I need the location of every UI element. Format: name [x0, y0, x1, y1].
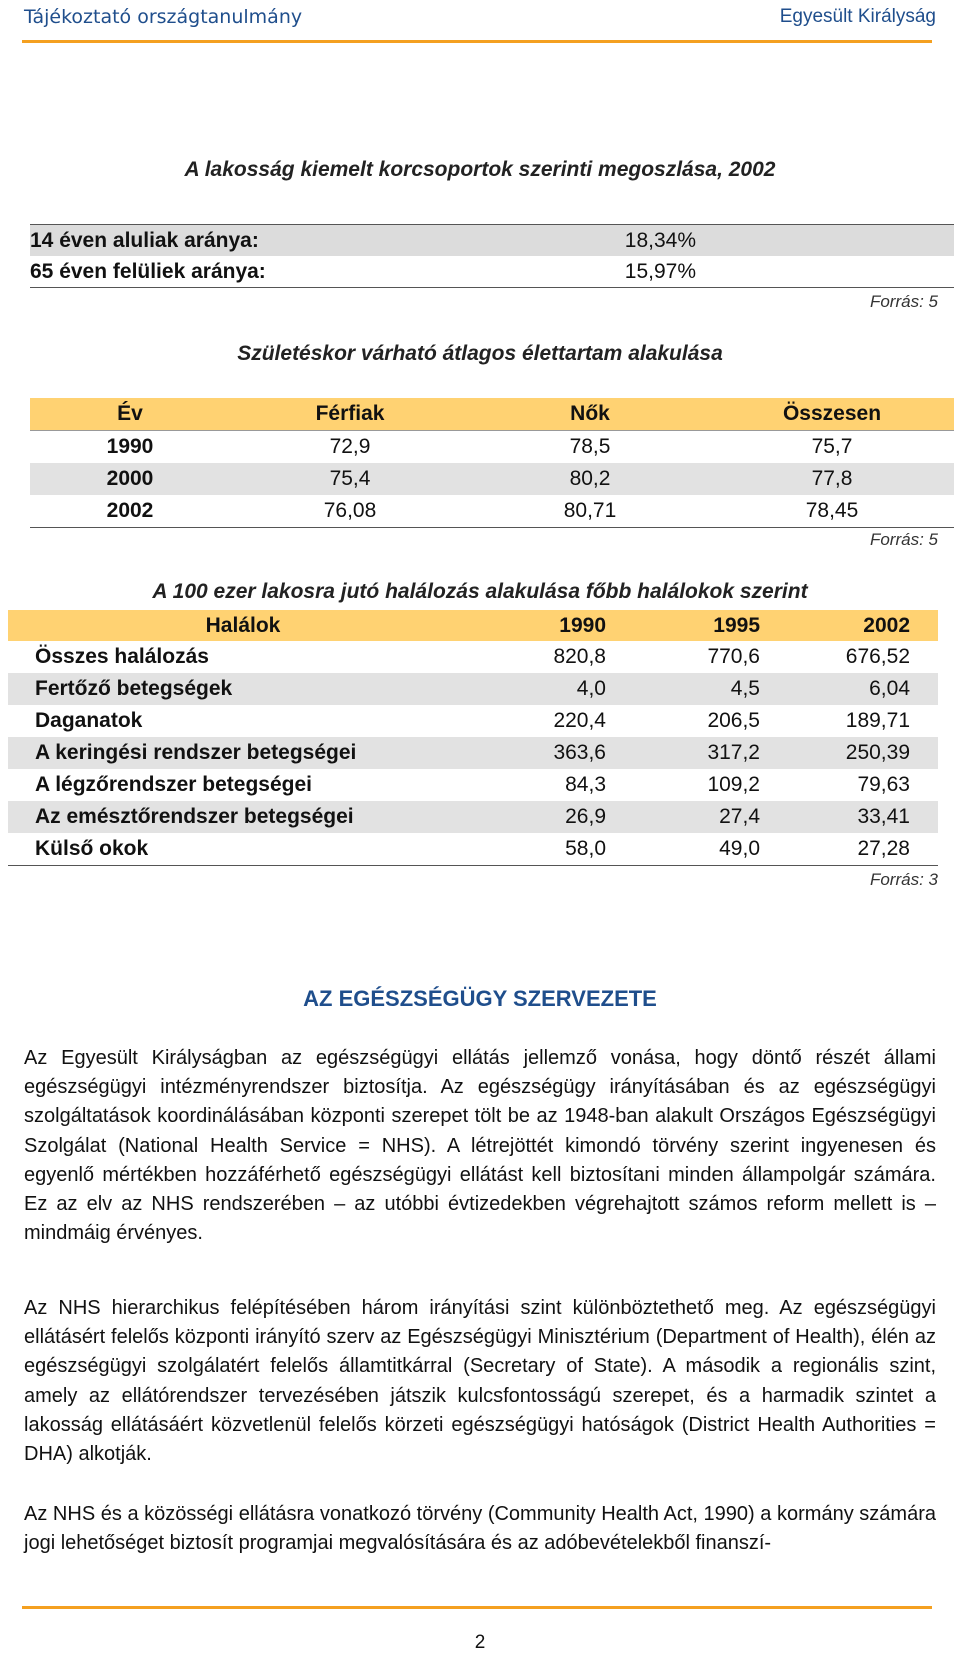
cause-name: Fertőző betegségek	[8, 673, 478, 705]
cell: 250,39	[760, 737, 910, 769]
table-row	[8, 705, 938, 737]
table3-source: Forrás: 3	[869, 870, 938, 889]
page-header	[0, 0, 960, 44]
table2-source: Forrás: 5	[869, 530, 938, 549]
cell: 75,7	[811, 435, 853, 458]
cause-name: Daganatok	[35, 709, 143, 732]
cell: 206,5	[707, 709, 760, 732]
cell: 78,5	[569, 435, 611, 458]
cell: 49,0	[719, 837, 760, 860]
col-header: 1995	[606, 610, 760, 641]
row-label: 65 éven felüliek aránya:	[30, 260, 266, 283]
header-title: Tájékoztató országtanulmány	[24, 6, 303, 28]
col-header: Év	[30, 398, 230, 431]
table-row	[8, 673, 938, 705]
table-row	[30, 431, 954, 464]
cell: 27,28	[857, 837, 910, 860]
cell: 78,45	[805, 499, 859, 522]
paragraph: Az NHS és a közösségi ellátásra vonatkozó törvény (Community Health Act, 1990) a kormány számára jogi lehetőséget biztosít programjai megvalósítására és az adóbevételekből finanszí-	[24, 1503, 936, 1555]
col-header: Halálok	[8, 610, 478, 641]
table-row	[8, 801, 938, 833]
cause-name: Az emésztőrendszer betegségei	[8, 801, 478, 833]
mortality-table	[8, 610, 938, 866]
row-value: 18,34%	[624, 229, 696, 252]
cell: 220,4	[553, 709, 606, 732]
life-expectancy-table	[30, 398, 954, 528]
cell: 80,2	[470, 463, 710, 495]
col-header: Férfiak	[230, 398, 470, 431]
row-value: 15,97%	[624, 260, 696, 283]
col-header: 1990	[478, 610, 606, 641]
footer-rule	[22, 1606, 932, 1609]
table-header-row	[8, 610, 938, 641]
cell: 2000	[30, 463, 230, 495]
table-row	[30, 225, 954, 257]
cell: 6,04	[760, 673, 910, 705]
header-rule	[22, 40, 932, 43]
cell: 4,5	[606, 673, 760, 705]
col-header: Nők	[470, 398, 710, 431]
row-label: 14 éven aluliak aránya:	[30, 229, 259, 252]
cell: 75,4	[230, 463, 470, 495]
paragraph: Az Egyesült Királyságban az egészségügyi ellátás jellemző vonása, hogy döntő részét állami egészségügyi intézményrendszer biztosítja. Az egészségügy irányításában és az egészségügyi szolgáltatások koordinálásában központi szerepet tölt be az 1948-ban alakult Országos Egészségügyi Szolgálat (National Health Service = NHS). A létrejöttét kimondó törvény szerint ingyenesen és egyenlő mértékben hozzáférhető egészségügyi ellátást kell biztosítani minden állampolgár számára. Ez az elv az NHS rendszerében – az utóbbi évtizedekben végrehajtott számos reform mellett is – mindmáig érvényes.	[24, 1047, 936, 1245]
cell: 26,9	[478, 801, 606, 833]
table1-source: Forrás: 5	[869, 292, 938, 311]
cell: 79,63	[857, 773, 910, 796]
cell: 820,8	[553, 645, 606, 668]
table-row	[30, 463, 954, 495]
cell: 72,9	[329, 435, 371, 458]
cell: 27,4	[606, 801, 760, 833]
cell: 317,2	[606, 737, 760, 769]
table-header-row	[30, 398, 954, 431]
page-number: 2	[474, 1632, 486, 1653]
cell: 80,71	[563, 499, 617, 522]
cause-name: Külső okok	[35, 837, 149, 860]
paragraph: Az NHS hierarchikus felépítésében három irányítási szint különböztethető meg. Az egészségügyi ellátásért felelős központi irányító szerv az Egészségügyi Minisztérium (Department of Health), élén az egészségügyi szolgálatért felelős államtitkárral (Secretary of State). A második a regionális szint, amely az ellátórendszer tervezésében játszik kulcsfontosságú szerepet, és a harmadik szintet a lakosság ellátásáért közvetlenül felelős körzeti egészségügyi hatóságok (District Health Authorities = DHA) alkotják.	[24, 1297, 936, 1466]
table-row	[30, 256, 954, 288]
table3-caption: A 100 ezer lakosra jutó halálozás alakulása főbb halálokok szerint	[152, 580, 808, 603]
age-group-table	[30, 224, 954, 288]
cause-name: A keringési rendszer betegségei	[8, 737, 478, 769]
cell: 58,0	[565, 837, 606, 860]
table1-caption: A lakosság kiemelt korcsoportok szerinti megoszlása, 2002	[184, 158, 776, 181]
cell: 109,2	[707, 773, 760, 796]
cell: 770,6	[707, 645, 760, 668]
cell: 1990	[106, 435, 154, 458]
cell: 2002	[106, 499, 154, 522]
table-row	[8, 769, 938, 801]
table-row	[30, 495, 954, 528]
cell: 363,6	[478, 737, 606, 769]
cause-name: Összes halálozás	[35, 645, 209, 668]
cell: 33,41	[760, 801, 910, 833]
table-row	[8, 641, 938, 673]
cause-name: A légzőrendszer betegségei	[35, 773, 312, 796]
cell: 676,52	[845, 645, 910, 668]
cell: 84,3	[565, 773, 606, 796]
table-row	[8, 737, 938, 769]
section-title: AZ EGÉSZSÉGÜGY SZERVEZETE	[303, 986, 657, 1011]
cell: 76,08	[323, 499, 377, 522]
cell: 77,8	[710, 463, 954, 495]
cell: 189,71	[845, 709, 910, 732]
table-row	[8, 833, 938, 866]
cell: 4,0	[478, 673, 606, 705]
col-header: Összesen	[710, 398, 954, 431]
header-country: Egyesült Királyság	[779, 6, 936, 27]
table2-caption: Születéskor várható átlagos élettartam alakulása	[237, 342, 723, 365]
col-header: 2002	[760, 610, 910, 641]
